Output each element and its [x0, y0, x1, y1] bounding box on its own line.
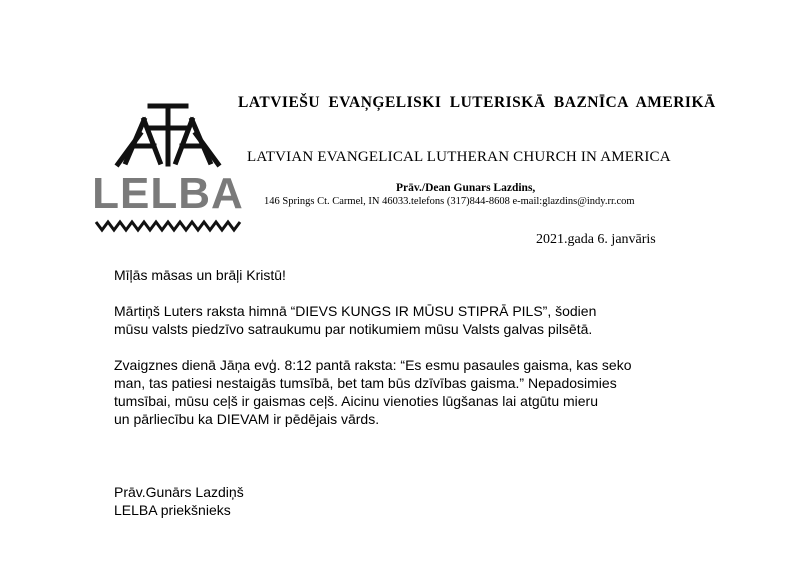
paragraph-line: Mārtiņš Luters raksta himnā “DIEVS KUNGS IR MŪSU STIPRĀ PILS”, šodien — [114, 303, 597, 319]
letter-greeting: Mīļās māsas un brāļi Kristū! — [114, 267, 286, 283]
lelba-logo-icon — [88, 98, 248, 234]
letter-date: 2021.gada 6. janvāris — [536, 232, 656, 247]
paragraph-line: tumsībai, mūsu ceļš ir gaismas ceļš. Aicinu vienoties lūgšanas lai atgūtu mieru — [114, 393, 598, 409]
header-dean: Prāv./Dean Gunars Lazdins, — [396, 182, 536, 194]
header-title-en: LATVIAN EVANGELICAL LUTHERAN CHURCH IN AMERICA — [247, 149, 671, 165]
paragraph-line: man, tas patiesi nestaigās tumsībā, bet tam būs dzīvības gaisma.” Nepadosimies — [114, 375, 617, 391]
paragraph-line: mūsu valsts piedzīvo satraukumu par notikumiem mūsu Valsts galvas pilsētā. — [114, 321, 593, 337]
signature-title: LELBA priekšnieks — [114, 502, 231, 518]
header-title-lv: LATVIEŠU EVAŅĢELISKI LUTERISKĀ BAZNĪCA AMERIKĀ — [238, 94, 716, 111]
signature-name: Prāv.Gunārs Lazdiņš — [114, 484, 244, 500]
svg-text:LELBA: LELBA — [92, 169, 244, 218]
header-address: 146 Springs Ct. Carmel, IN 46033.telefons (317)844-8608 e-mail:glazdins@indy.rr.com — [264, 196, 635, 207]
paragraph-line: Zvaigznes dienā Jāņa evģ. 8:12 pantā raksta: “Es esmu pasaules gaisma, kas seko — [114, 357, 632, 373]
letter-signature — [114, 483, 244, 519]
letter-paragraph-2 — [114, 356, 632, 428]
letter-paragraph-1 — [114, 302, 596, 338]
paragraph-line: un pārliecību ka DIEVAM ir pēdējais vārds. — [114, 411, 380, 427]
lelba-logo — [88, 98, 248, 234]
